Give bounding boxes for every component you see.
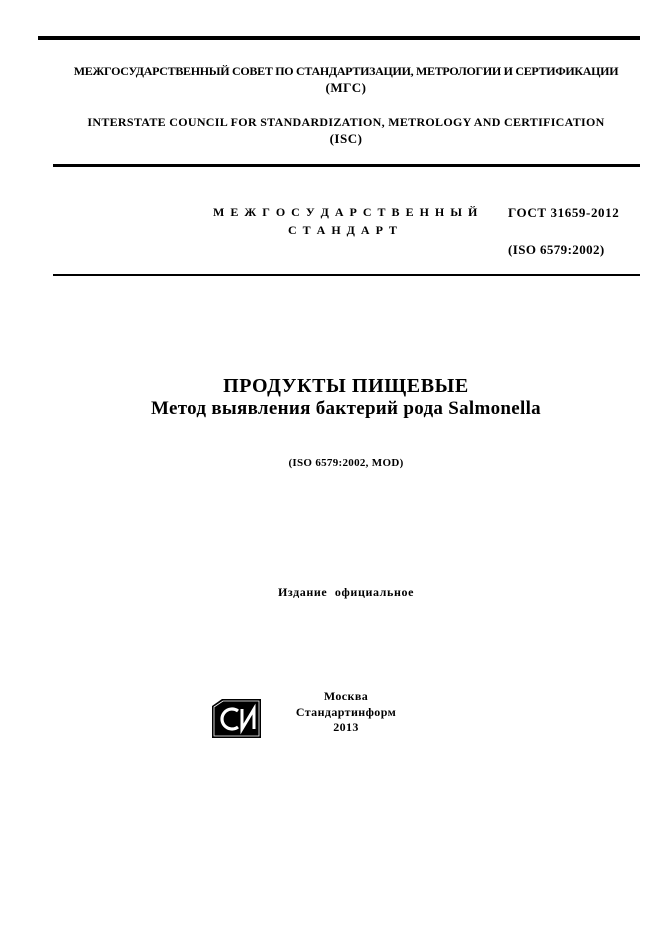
council-abbr-ru: (МГС) bbox=[325, 80, 367, 95]
council-abbr-en: (ISC) bbox=[329, 131, 363, 146]
standard-kind-line2: С Т А Н Д А Р Т bbox=[288, 223, 399, 237]
top-rule bbox=[38, 36, 640, 40]
standard-kind-line1: М Е Ж Г О С У Д А Р С Т В Е Н Н Ы Й bbox=[213, 205, 479, 219]
publisher-city: Москва bbox=[323, 689, 369, 703]
document-title: ПРОДУКТЫ ПИЩЕВЫЕ bbox=[223, 375, 469, 397]
council-name-ru: МЕЖГОСУДАРСТВЕННЫЙ СОВЕТ ПО СТАНДАРТИЗАЦИИ, МЕТРОЛОГИИ И СЕРТИФИКАЦИИ bbox=[73, 64, 619, 78]
publication-year: 2013 bbox=[333, 720, 359, 734]
middle-rule bbox=[53, 164, 640, 167]
edition-label: Издание официальное bbox=[277, 585, 415, 599]
document-subtitle: Метод выявления бактерий рода Salmonella bbox=[151, 398, 541, 419]
iso-modification-note: (ISO 6579:2002, MOD) bbox=[288, 457, 404, 469]
publisher-block bbox=[246, 689, 446, 736]
publisher-name: Стандартинформ bbox=[295, 704, 397, 719]
council-name-en: INTERSTATE COUNCIL FOR STANDARDIZATION, METROLOGY AND CERTIFICATION bbox=[87, 115, 605, 129]
standard-number: ГОСТ 31659-2012 bbox=[508, 205, 620, 220]
bottom-rule bbox=[53, 274, 640, 276]
standard-iso-reference: (ISO 6579:2002) bbox=[508, 242, 605, 257]
